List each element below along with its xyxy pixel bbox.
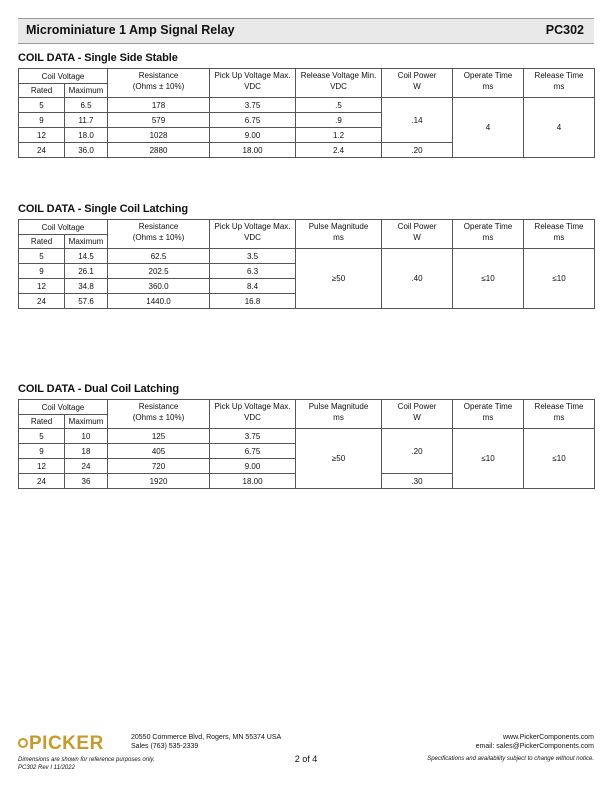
cell-release-time: ≤10	[524, 429, 595, 489]
cell-rated: 24	[19, 474, 65, 489]
cell-resistance: 360.0	[108, 279, 210, 294]
picker-logo: PICKER	[18, 733, 104, 755]
cell-release-voltage: 2.4	[296, 143, 382, 158]
header-coil-power: Coil Power W	[382, 400, 453, 429]
header-pickup-voltage: Pick Up Voltage Max. VDC	[210, 220, 296, 249]
cell-resistance: 2880	[108, 143, 210, 158]
footer-disclaimer: Dimensions are shown for reference purposes only. PC302 Rev I 11/2022	[18, 757, 155, 771]
page-title: Microminiature 1 Amp Signal Relay	[26, 23, 235, 37]
cell-rated: 24	[19, 294, 65, 309]
cell-resistance: 125	[108, 429, 210, 444]
cell-pickup: 9.00	[210, 128, 296, 143]
header-operate-time: Operate Time ms	[453, 400, 524, 429]
cell-release-time: 4	[524, 98, 595, 158]
header-operate-time: Operate Time ms	[453, 220, 524, 249]
header-maximum: Maximum	[65, 235, 108, 249]
footer-spec-notice: Specifications and availability subject to change without notice.	[427, 756, 594, 762]
cell-operate-time: ≤10	[453, 249, 524, 309]
header-release-time: Release Time ms	[524, 400, 595, 429]
header-resistance: Resistance (Ohms ± 10%)	[108, 400, 210, 429]
header-rated: Rated	[19, 235, 65, 249]
footer-contact	[476, 733, 594, 751]
header-coil-power: Coil Power W	[382, 220, 453, 249]
cell-release-voltage: .5	[296, 98, 382, 113]
cell-pickup: 6.3	[210, 264, 296, 279]
header-pulse-magnitude: Pulse Magnitude ms	[296, 400, 382, 429]
cell-maximum: 10	[65, 429, 108, 444]
cell-maximum: 26.1	[65, 264, 108, 279]
cell-rated: 5	[19, 98, 65, 113]
header-release-time: Release Time ms	[524, 69, 595, 98]
cell-coil-power: .14	[382, 98, 453, 143]
cell-pickup: 18.00	[210, 143, 296, 158]
cell-maximum: 18	[65, 444, 108, 459]
header-release-time: Release Time ms	[524, 220, 595, 249]
cell-resistance: 405	[108, 444, 210, 459]
cell-pulse-magnitude: ≥50	[296, 429, 382, 489]
header-resistance: Resistance (Ohms ± 10%)	[108, 220, 210, 249]
cell-rated: 5	[19, 249, 65, 264]
cell-maximum: 11.7	[65, 113, 108, 128]
cell-coil-power: .40	[382, 249, 453, 309]
cell-maximum: 24	[65, 459, 108, 474]
cell-pickup: 9.00	[210, 459, 296, 474]
cell-rated: 9	[19, 264, 65, 279]
page-header	[18, 18, 594, 44]
cell-pickup: 8.4	[210, 279, 296, 294]
header-coil-voltage: Coil Voltage	[19, 69, 108, 84]
cell-resistance: 1440.0	[108, 294, 210, 309]
table-row	[19, 429, 595, 444]
cell-resistance: 1920	[108, 474, 210, 489]
cell-operate-time: 4	[453, 98, 524, 158]
cell-rated: 24	[19, 143, 65, 158]
cell-release-time: ≤10	[524, 249, 595, 309]
header-pickup-voltage: Pick Up Voltage Max. VDC	[210, 69, 296, 98]
cell-coil-power: .20	[382, 429, 453, 474]
cell-maximum: 34.8	[65, 279, 108, 294]
header-pickup-voltage: Pick Up Voltage Max. VDC	[210, 400, 296, 429]
cell-rated: 12	[19, 128, 65, 143]
cell-rated: 5	[19, 429, 65, 444]
cell-release-voltage: 1.2	[296, 128, 382, 143]
cell-maximum: 18.0	[65, 128, 108, 143]
cell-pulse-magnitude: ≥50	[296, 249, 382, 309]
cell-resistance: 1028	[108, 128, 210, 143]
cell-resistance: 720	[108, 459, 210, 474]
email-link[interactable]: email: sales@PickerComponents.com	[475, 743, 594, 750]
cell-operate-time: ≤10	[453, 429, 524, 489]
cell-rated: 9	[19, 113, 65, 128]
cell-resistance: 579	[108, 113, 210, 128]
cell-pickup: 18.00	[210, 474, 296, 489]
header-maximum: Maximum	[65, 84, 108, 98]
header-maximum: Maximum	[65, 415, 108, 429]
cell-resistance: 62.5	[108, 249, 210, 264]
footer-address: 20550 Commerce Blvd, Rogers, MN 55374 USA Sales (763) 535-2339	[131, 734, 282, 750]
part-number: PC302	[545, 23, 584, 37]
cell-maximum: 14.5	[65, 249, 108, 264]
page-number: 2 of 4	[294, 754, 318, 764]
header-coil-voltage: Coil Voltage	[19, 220, 108, 235]
header-rated: Rated	[19, 84, 65, 98]
section-title-dual-coil-latching: COIL DATA - Dual Coil Latching	[18, 383, 179, 395]
table-row	[19, 98, 595, 113]
cell-maximum: 36	[65, 474, 108, 489]
website-link[interactable]: www.PickerComponents.com	[502, 734, 594, 741]
header-coil-voltage: Coil Voltage	[19, 400, 108, 415]
cell-pickup: 3.75	[210, 98, 296, 113]
cell-pickup: 16.8	[210, 294, 296, 309]
coil-data-table-single-coil-latching	[18, 219, 595, 309]
cell-resistance: 202.5	[108, 264, 210, 279]
coil-data-table-dual-coil-latching	[18, 399, 595, 489]
table-row	[19, 249, 595, 264]
header-coil-power: Coil Power W	[382, 69, 453, 98]
cell-maximum: 57.6	[65, 294, 108, 309]
cell-pickup: 3.75	[210, 429, 296, 444]
header-pulse-magnitude: Pulse Magnitude ms	[296, 220, 382, 249]
cell-pickup: 3.5	[210, 249, 296, 264]
cell-maximum: 6.5	[65, 98, 108, 113]
section-title-single-side-stable: COIL DATA - Single Side Stable	[18, 52, 178, 64]
cell-rated: 9	[19, 444, 65, 459]
cell-rated: 12	[19, 279, 65, 294]
cell-pickup: 6.75	[210, 113, 296, 128]
cell-pickup: 6.75	[210, 444, 296, 459]
coil-data-table-single-side-stable	[18, 68, 595, 158]
cell-coil-power: .30	[382, 474, 453, 489]
header-operate-time: Operate Time ms	[453, 69, 524, 98]
header-resistance: Resistance (Ohms ± 10%)	[108, 69, 210, 98]
section-title-single-coil-latching: COIL DATA - Single Coil Latching	[18, 203, 188, 215]
cell-rated: 12	[19, 459, 65, 474]
cell-release-voltage: .9	[296, 113, 382, 128]
cell-resistance: 178	[108, 98, 210, 113]
header-release-voltage: Release Voltage Min. VDC	[296, 69, 382, 98]
cell-maximum: 36.0	[65, 143, 108, 158]
logo-ring-icon	[18, 738, 28, 748]
cell-coil-power: .20	[382, 143, 453, 158]
header-rated: Rated	[19, 415, 65, 429]
